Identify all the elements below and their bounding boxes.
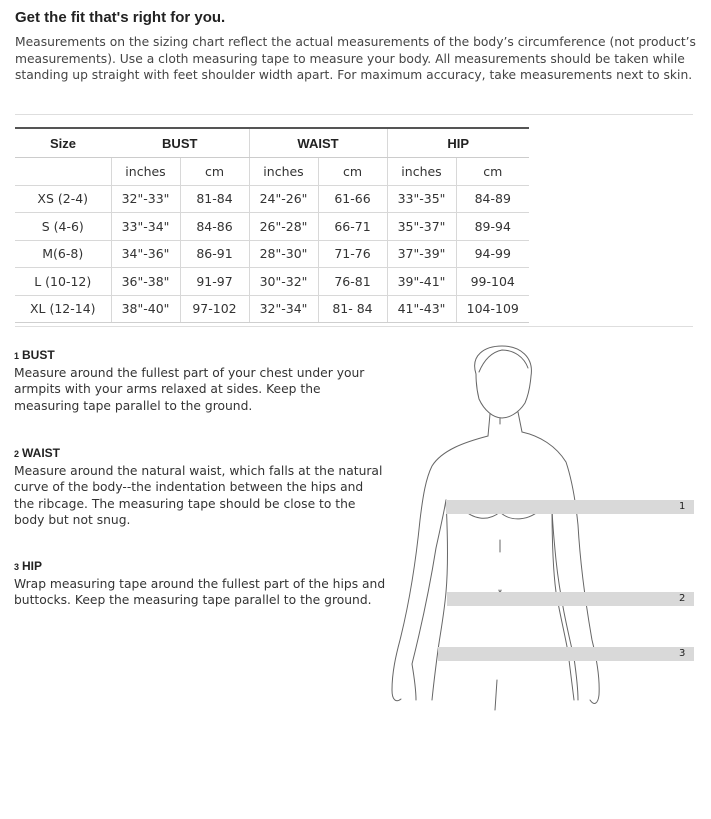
value-cell: 32"-34": [249, 295, 318, 323]
measurement-band-3: [438, 647, 694, 661]
value-cell: 81-84: [180, 185, 249, 213]
instruction-number: 1: [14, 351, 20, 361]
value-cell: 94-99: [456, 240, 529, 268]
size-cell: S (4-6): [15, 213, 111, 241]
value-cell: 76-81: [318, 268, 387, 296]
left-shoulder-arm-outline: [392, 436, 488, 701]
value-cell: 84-89: [456, 185, 529, 213]
header-hip: HIP: [387, 128, 529, 158]
left-inner-arm-outline: [412, 500, 446, 700]
band-label-1: 1: [679, 501, 686, 512]
value-cell: 84-86: [180, 213, 249, 241]
measurement-band-2: [447, 592, 694, 606]
value-cell: 41"-43": [387, 295, 456, 323]
instruction-number: 2: [14, 449, 20, 459]
instruction-label: BUST: [22, 348, 55, 362]
value-cell: 81- 84: [318, 295, 387, 323]
band-label-2: 2: [679, 593, 686, 604]
band-label-3: 3: [679, 648, 686, 659]
instruction-label: WAIST: [22, 446, 61, 460]
value-cell: 61-66: [318, 185, 387, 213]
value-cell: 71-76: [318, 240, 387, 268]
right-shoulder-arm-outline: [522, 432, 599, 703]
instruction-number: 3: [14, 562, 20, 572]
unit-cell: inches: [387, 158, 456, 186]
instruction-label: HIP: [22, 559, 43, 573]
value-cell: 32"-33": [111, 185, 180, 213]
value-cell: 66-71: [318, 213, 387, 241]
unit-cell: inches: [111, 158, 180, 186]
value-cell: 24"-26": [249, 185, 318, 213]
value-cell: 91-97: [180, 268, 249, 296]
unit-cell: cm: [456, 158, 529, 186]
instruction-text: Measure around the fullest part of your chest under your armpits with your arms relaxed at sides. Keep the measuring tape parallel to the ground.: [14, 366, 365, 413]
value-cell: 104-109: [456, 295, 529, 323]
value-cell: 26"-28": [249, 213, 318, 241]
hair-outline: [479, 350, 528, 372]
header-waist: WAIST: [249, 128, 387, 158]
unit-cell: inches: [249, 158, 318, 186]
header-bust: BUST: [111, 128, 249, 158]
value-cell: 37"-39": [387, 240, 456, 268]
center-line: [499, 540, 501, 592]
value-cell: 28"-30": [249, 240, 318, 268]
header-size: Size: [15, 128, 111, 158]
instruction-text: Measure around the natural waist, which falls at the natural curve of the body--the indentation between the hips and the ribcage. The measuring tape should be close to the body but not snug.: [14, 464, 383, 527]
size-cell: L (10-12): [15, 268, 111, 296]
value-cell: 33"-34": [111, 213, 180, 241]
value-cell: 99-104: [456, 268, 529, 296]
value-cell: 30"-32": [249, 268, 318, 296]
size-cell: XL (12-14): [15, 295, 111, 323]
unit-cell: cm: [318, 158, 387, 186]
value-cell: 97-102: [180, 295, 249, 323]
size-cell: M(6-8): [15, 240, 111, 268]
value-cell: 38"-40": [111, 295, 180, 323]
value-cell: 33"-35": [387, 185, 456, 213]
size-cell: XS (2-4): [15, 185, 111, 213]
instruction-text: Wrap measuring tape around the fullest part of the hips and buttocks. Keep the measuring tape parallel to the ground.: [14, 577, 386, 608]
unit-cell: cm: [180, 158, 249, 186]
value-cell: 36"-38": [111, 268, 180, 296]
page-title: Get the fit that's right for you.: [15, 9, 226, 26]
value-cell: 34"-36": [111, 240, 180, 268]
value-cell: 86-91: [180, 240, 249, 268]
head-outline: [475, 346, 532, 418]
value-cell: 39"-41": [387, 268, 456, 296]
intro-text: Measurements on the sizing chart reflect the actual measurements of the body’s circumference (not product’s measurements). Use a cloth measuring tape to measure your body. All measurements should be taken while standing up straight with feet shoulder width apart. For maximum accuracy, take measurements next to skin.: [15, 35, 696, 82]
measurement-band-1: [446, 500, 694, 514]
value-cell: 89-94: [456, 213, 529, 241]
inner-leg-outline: [495, 680, 497, 710]
value-cell: 35"-37": [387, 213, 456, 241]
